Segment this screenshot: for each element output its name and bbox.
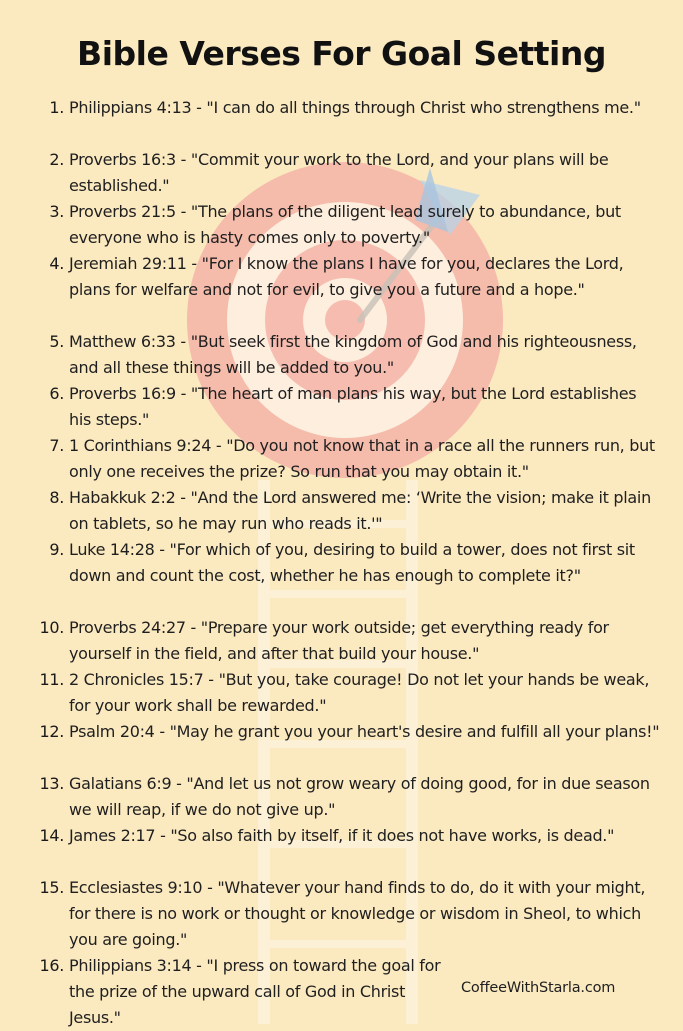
list-item-number: 9. bbox=[49, 540, 64, 559]
list-item-number: 5. bbox=[49, 332, 64, 351]
verse-text: Luke 14:28 - "For which of you, desiring to build a tower, does not first sit down and count the cost, whether he has enough to complete it?" bbox=[69, 540, 635, 585]
list-item-number: 10. bbox=[39, 618, 64, 637]
list-item-number: 13. bbox=[39, 774, 64, 793]
verse-text: Jeremiah 29:11 - "For I know the plans I have for you, declares the Lord, plans for welfare and not for evil, to give you a future and a hope." bbox=[69, 254, 624, 299]
list-item-number: 2. bbox=[49, 150, 64, 169]
verse-text: Galatians 6:9 - "And let us not grow weary of doing good, for in due season we will reap, if we do not give up." bbox=[69, 774, 650, 819]
verse-text: Proverbs 21:5 - "The plans of the diligent lead surely to abundance, but everyone who is hasty comes only to poverty." bbox=[69, 202, 621, 247]
list-item-number: 11. bbox=[39, 670, 64, 689]
verse-text: Psalm 20:4 - "May he grant you your heart's desire and fulfill all your plans!" bbox=[69, 722, 660, 741]
verse-text: 2 Chronicles 15:7 - "But you, take courage! Do not let your hands be weak, for your work shall be rewarded." bbox=[69, 670, 650, 715]
verse-text: 1 Corinthians 9:24 - "Do you not know that in a race all the runners run, but only one receives the prize? So run that you may obtain it." bbox=[69, 436, 655, 481]
list-item-number: 15. bbox=[39, 878, 64, 897]
verse-text: Matthew 6:33 - "But seek first the kingdom of God and his righteousness, and all these things will be added to you." bbox=[69, 332, 637, 377]
list-item-number: 8. bbox=[49, 488, 64, 507]
list-item-number: 16. bbox=[39, 956, 64, 975]
page-title: Bible Verses For Goal Setting bbox=[77, 34, 606, 73]
list-item-number: 12. bbox=[39, 722, 64, 741]
list-item-number: 7. bbox=[49, 436, 64, 455]
verse-text: Philippians 4:13 - "I can do all things through Christ who strengthens me." bbox=[69, 98, 641, 117]
list-item-number: 4. bbox=[49, 254, 64, 273]
list-item-number: 6. bbox=[49, 384, 64, 403]
verse-text: Ecclesiastes 9:10 - "Whatever your hand finds to do, do it with your might, for there is no work or thought or knowledge or wisdom in Sheol, to which you are going." bbox=[69, 878, 646, 949]
verse-text: Philippians 3:14 - "I press on toward the goal for the prize of the upward call of God in Christ Jesus." bbox=[69, 956, 441, 1027]
verse-text: Habakkuk 2:2 - "And the Lord answered me: ‘Write the vision; make it plain on tablets, so he may run who reads it.'" bbox=[69, 488, 651, 533]
verse-text: Proverbs 16:3 - "Commit your work to the Lord, and your plans will be established." bbox=[69, 150, 609, 195]
website-credit: CoffeeWithStarla.com bbox=[461, 980, 616, 996]
verse-text: James 2:17 - "So also faith by itself, if it does not have works, is dead." bbox=[69, 826, 615, 845]
verse-text: Proverbs 16:9 - "The heart of man plans his way, but the Lord establishes his steps." bbox=[69, 384, 637, 429]
list-item-number: 1. bbox=[49, 98, 64, 117]
list-item-number: 14. bbox=[39, 826, 64, 845]
verse-text: Proverbs 24:27 - "Prepare your work outside; get everything ready for yourself in the field, and after that build your house." bbox=[69, 618, 609, 663]
list-item-number: 3. bbox=[49, 202, 64, 221]
